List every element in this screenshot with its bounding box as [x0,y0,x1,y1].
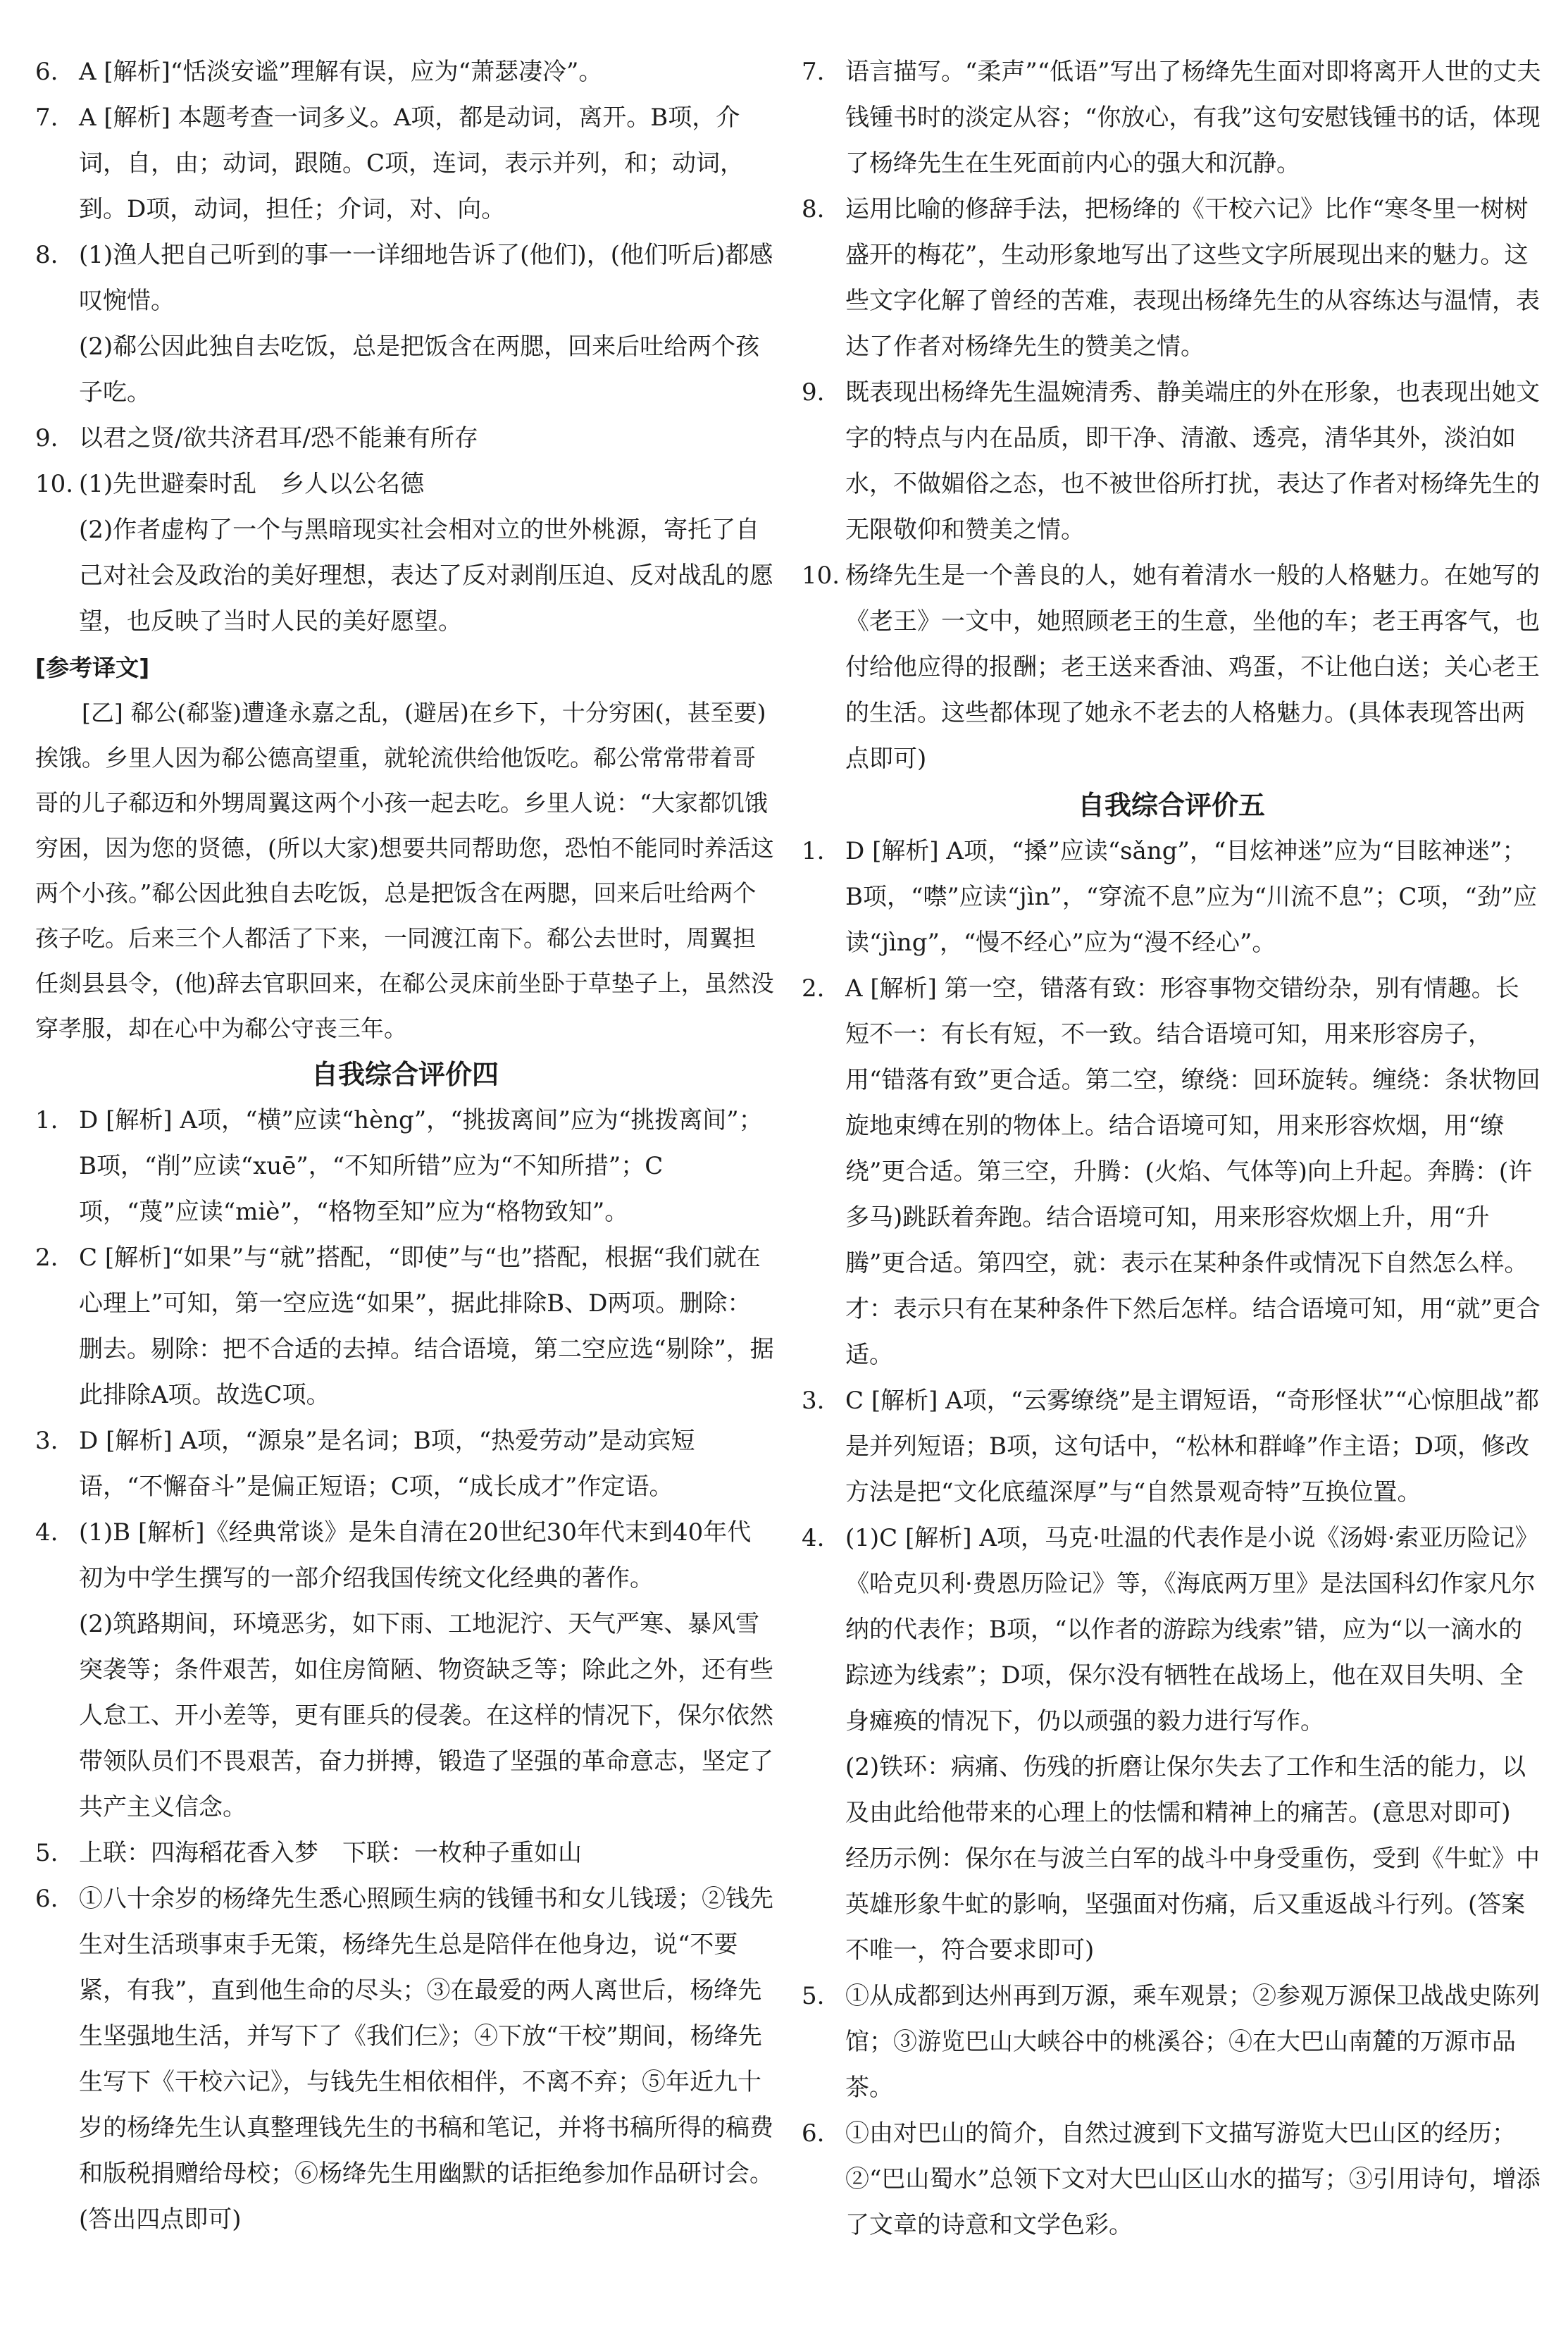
answer-number: 2. [35,1244,58,1272]
answer-text: 经历示例：保尔在与波兰白军的战斗中身受重伤，受到《牛虻》中英雄形象牛虻的影响，坚强面对伤痛，后又重返战斗行列。(答案不唯一，符合要求即可) [845,1845,1540,1964]
answer-number: 6. [802,2119,825,2148]
answer-item [802,1974,1541,2111]
reference-translation-text: [乙] 郗公(郗鉴)遭逢永嘉之乱，(避居)在乡下，十分穷困(，甚至要)挨饿。乡里人因为郗公德高望重，就轮流供给他饭吃。郗公常常带着哥哥的儿子郗迈和外甥周翼这两个小孩一起去吃。乡里人说：“大家都饥饿穷困，因为您的贤德，(所以大家)想要共同帮助您，恐怕不能同时养活这两个小孩。”郗公因此独自去吃饭，总是把饭含在两腮，回来后吐给两个孩子吃。后来三个人都活了下来，一同渡江南下。郗公去世时，周翼担任剡县县令，(他)辞去官职回来，在郗公灵床前坐卧于草垫子上，虽然没穿孝服，却在心中为郗公守丧三年。 [35,699,774,1042]
section-five-title: 自我综合评价五 [1077,790,1265,821]
answer-text: D [解析] A项，“搡”应读“sǎng”，“目炫神迷”应为“目眩神迷”；B项，“噤”应读“jìn”，“穿流不息”应为“川流不息”；C项，“劲”应读“jìng”，“慢不经心”应为“漫不经心”。 [845,837,1538,957]
answer-number: 4. [35,1518,58,1547]
answer-item [35,1098,775,1235]
answer-item [35,1418,775,1510]
answer-text: 既表现出杨绛先生温婉清秀、静美端庄的外在形象，也表现出她文字的特点与内在品质，即干净、清澈、透亮，清华其外，淡泊如水，不做媚俗之态，也不被世俗所打扰，表达了作者对杨绛先生的无限敬仰和赞美之情。 [845,378,1540,544]
reference-translation [35,690,775,1051]
answer-text: (1)C [解析] A项，马克·吐温的代表作是小说《汤姆·索亚历险记》《哈克贝利·费恩历险记》等，《海底两万里》是法国科幻作家凡尔纳的代表作；B项，“以作者的游踪为线索”错，应为“以一滴水的踪迹为线索”；D项，保尔没有牺牲在战场上，他在双目失明、全身瘫痪的情况下，仍以顽强的毅力进行写作。 [845,1524,1539,1735]
answer-number: 7. [802,58,825,86]
answer-text: C [解析]“如果”与“就”搭配，“即使”与“也”搭配，根据“我们就在心理上”可知，第一空应选“如果”，据此排除B、D两项。删除：删去。剔除：把不合适的去掉。结合语境，第二空应选“剔除”，据此排除A项。故选C项。 [79,1244,774,1409]
answer-text: (1)先世避秦时乱 乡人以公名德 [79,470,425,498]
answer-item [802,966,1541,1378]
answer-text: (2)作者虚构了一个与黑暗现实社会相对立的世外桃源，寄托了自己对社会及政治的美好理想，表达了反对剥削压迫、反对战乱的愿望，也反映了当时人民的美好愿望。 [79,516,773,636]
answer-item [802,49,1541,187]
answer-number: 2. [802,974,825,1003]
answer-number: 10. [35,470,74,498]
answer-text: (2)郗公因此独自去吃饭，总是把饭含在两腮，回来后吐给两个孩子吃。 [79,333,760,407]
answer-item [35,49,775,95]
answer-item [802,553,1541,782]
answer-item [35,416,775,462]
answer-number: 8. [802,195,825,223]
answer-item [802,370,1541,553]
answer-text: 以君之贤/欲共济君耳/恐不能兼有所存 [79,424,478,452]
answer-number: 6. [35,1885,58,1913]
answer-text: A [解析] 本题考查一词多义。A项，都是动词，离开。B项，介词，自，由；动词，跟随。C项，连词，表示并列，和；动词，到。D项，动词，担任；介词，对、向。 [79,104,745,223]
left-answers-part1 [35,49,775,645]
right-answers-part1 [802,49,1541,782]
answer-item [35,1510,775,1831]
answer-number: 8. [35,241,58,269]
answer-text: A [解析] 第一空，错落有致：形容事物交错纷杂，别有情趣。长短不一：有长有短，不一致。结合语境可知，用来形容房子，用“错落有致”更合适。第二空，缭绕：回环旋转。缠绕：条状物回旋地束缚在别的物体上。结合语境可知，用来形容炊烟，用“缭绕”更合适。第三空，升腾：(火焰、气体等)向上升起。奔腾：(许多马)跳跃着奔跑。结合语境可知，用来形容炊烟上升，用“升腾”更合适。第四空，就：表示在某种条件或情况下自然怎么样。才：表示只有在某种条件下然后怎样。结合语境可知，用“就”更合适。 [845,974,1541,1369]
answer-text: 运用比喻的修辞手法，把杨绛的《干校六记》比作“寒冬里一树树盛开的梅花”，生动形象地写出了这些文字所展现出来的魅力。这些文字化解了曾经的苦难，表现出杨绛先生的从容练达与温情，表达了作者对杨绛先生的赞美之情。 [845,195,1540,361]
section-four-title: 自我综合评价四 [311,1059,499,1090]
answer-text: D [解析] A项，“源泉”是名词；B项，“热爱劳动”是动宾短语，“不懈奋斗”是偏正短语；C项，“成长成才”作定语。 [79,1427,695,1501]
answer-text: 上联：四海稻花香入梦 下联：一枚种子重如山 [79,1839,582,1867]
answer-text: ①从成都到达州再到万源，乘车观景；②参观万源保卫战战史陈列馆；③游览巴山大峡谷中的桃溪谷；④在大巴山南麓的万源市品茶。 [845,1982,1540,2102]
answer-number: 3. [35,1427,58,1455]
answer-text: 杨绛先生是一个善良的人，她有着清水一般的人格魅力。在她写的《老王》一文中，她照顾老王的生意，坐他的车；老王再客气，也付给他应得的报酬；老王送来香油、鸡蛋，不让他白送；关心老王的生活。这些都体现了她永不老去的人格魅力。(具体表现答出两点即可) [845,562,1540,773]
answer-text: (2)铁环：病痛、伤残的折磨让保尔失去了工作和生活的能力，以及由此给他带来的心理上的怯懦和精神上的痛苦。(意思对即可) [845,1753,1526,1827]
left-column [35,49,775,2243]
answer-item [35,233,775,416]
answer-text: (2)筑路期间，环境恶劣，如下雨、工地泥泞、天气严寒、暴风雪突袭等；条件艰苦，如住房简陋、物资缺乏等；除此之外，还有些人怠工、开小差等，更有匪兵的侵袭。在这样的情况下，保尔依然带领队员们不畏艰苦，奋力拼搏，锻造了坚强的革命意志，坚定了共产主义信念。 [79,1610,773,1821]
answer-item [35,95,775,233]
answer-item [802,829,1541,966]
answer-text: D [解析] A项，“横”应读“hèng”，“挑拔离间”应为“挑拨离间”；B项，“削”应读“xuē”，“不知所错”应为“不知所措”；C项，“蔑”应读“miè”，“格物至知”应为“格物致知”。 [79,1106,763,1226]
answer-text: ①八十余岁的杨绛先生悉心照顾生病的钱锺书和女儿钱瑗；②钱先生对生活琐事束手无策，杨绛先生总是陪伴在他身边，说“不要紧，有我”，直到他生命的尽头；③在最爱的两人离世后，杨绛先生坚强地生活，并写下了《我们仨》；④下放“干校”期间，杨绛先生写下《干校六记》，与钱先生相依相伴，不离不弃；⑤年近九十岁的杨绛先生认真整理钱先生的书稿和笔记，并将书稿所得的稿费和版税捐赠给母校；⑥杨绛先生用幽默的话拒绝参加作品研讨会。(答出四点即可) [79,1885,773,2234]
section-four-answers [35,1098,775,2243]
answer-item [802,1378,1541,1516]
answer-number: 1. [802,837,825,865]
answer-number: 5. [802,1982,825,2010]
answer-number: 7. [35,104,58,132]
section-five-answers [802,829,1541,2248]
answer-item [35,1876,775,2243]
answer-text: (1)渔人把自己听到的事一一详细地告诉了(他们)，(他们听后)都感叹惋惜。 [79,241,773,315]
answer-number: 1. [35,1106,58,1134]
answer-text: 语言描写。“柔声”“低语”写出了杨绛先生面对即将离开人世的丈夫钱锺书时的淡定从容；“你放心，有我”这句安慰钱锺书的话，体现了杨绛先生在生死面前内心的强大和沉静。 [845,58,1541,178]
answer-number: 3. [802,1387,825,1415]
answer-number: 5. [35,1839,58,1867]
answer-text: C [解析] A项，“云雾缭绕”是主谓短语，“奇形怪状”“心惊胆战”都是并列短语；B项，这句话中，“松林和群峰”作主语；D项，修改方法是把“文化底蕴深厚”与“自然景观奇特”互换位置。 [845,1387,1540,1506]
answer-item [802,2111,1541,2248]
right-column [802,49,1541,2248]
answer-number: 9. [35,424,58,452]
answer-text: (1)B [解析]《经典常谈》是朱自清在20世纪30年代末到40年代初为中学生撰写的一部介绍我国传统文化经典的著作。 [79,1518,752,1592]
answer-number: 6. [35,58,58,86]
answer-item [802,1516,1541,1974]
answer-number: 9. [802,378,825,407]
answer-number: 10. [802,562,840,590]
answer-text: A [解析]“恬淡安谧”理解有误，应为“萧瑟凄冷”。 [79,58,603,86]
reference-translation-title: [参考译文] [35,654,150,681]
answer-number: 4. [802,1524,825,1552]
answer-item [35,1831,775,1876]
answer-item [35,1235,775,1418]
answer-item [802,187,1541,370]
answer-text: ①由对巴山的简介，自然过渡到下文描写游览大巴山区的经历；②“巴山蜀水”总领下文对大巴山区山水的描写；③引用诗句，增添了文章的诗意和文学色彩。 [845,2119,1541,2239]
answer-item [35,462,775,645]
